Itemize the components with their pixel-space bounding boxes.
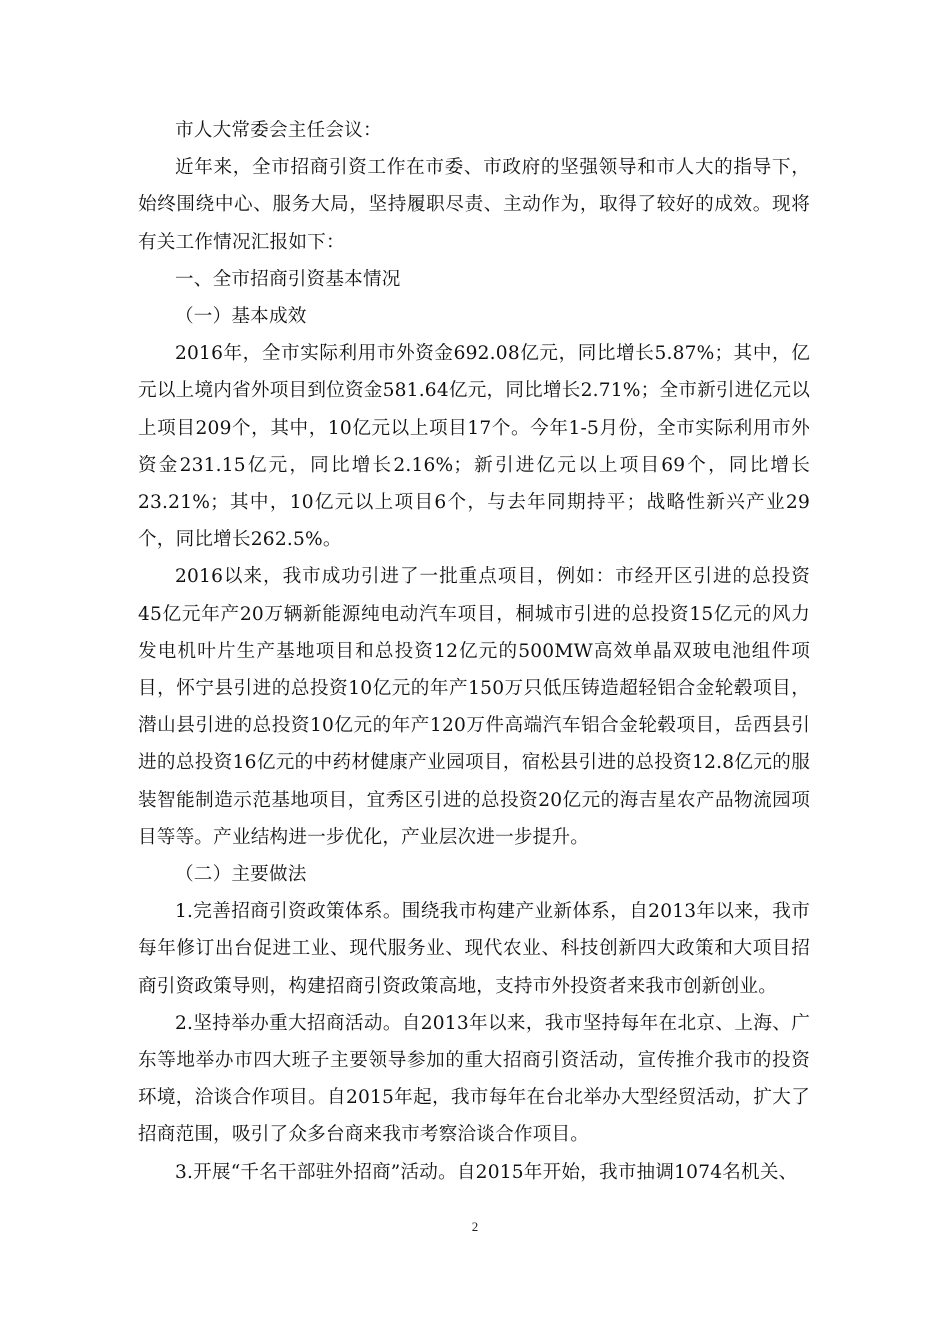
body-paragraph: 1.完善招商引资政策体系。围绕我市构建产业新体系，自2013年以来，我市每年修订出台促进工业、现代服务业、现代农业、科技创新四大政策和大项目招商引资政策导则，构建招商引资政策高地，支持市外投资者来我市创新创业。 xyxy=(138,901,810,997)
page-number: 2 xyxy=(471,1219,479,1234)
subsection-heading: （一）基本成效 xyxy=(175,306,307,328)
body-paragraph: 2.坚持举办重大招商活动。自2013年以来，我市坚持每年在北京、上海、广东等地举办市四大班子主要领导参加的重大招商引资活动，宣传推介我市的投资环境，洽谈合作项目。自2015年起，我市每年在台北举办大型经贸活动，扩大了招商范围，吸引了众多台商来我市考察洽谈合作项目。 xyxy=(138,1012,810,1146)
body-paragraph: 2016以来，我市成功引进了一批重点项目，例如：市经开区引进的总投资45亿元年产20万辆新能源纯电动汽车项目，桐城市引进的总投资15亿元的风力发电机叶片生产基地项目和总投资12亿元的500MW高效单晶双玻电池组件项目，怀宁县引进的总投资10亿元的年产150万只低压铸造超轻铝合金轮毂项目，潜山县引进的总投资10亿元的年产120万件高端汽车铝合金轮毂项目，岳西县引进的总投资16亿元的中药材健康产业园项目，宿松县引进的总投资12.8亿元的服装智能制造示范基地项目，宜秀区引进的总投资20亿元的海吉星农产品物流园项目等等。产业结构进一步优化，产业层次进一步提升。 xyxy=(138,566,810,848)
salutation: 市人大常委会主任会议： xyxy=(175,120,382,141)
document-body xyxy=(138,112,810,1191)
body-paragraph: 2016年，全市实际利用市外资金692.08亿元，同比增长5.87%；其中，亿元以上境内省外项目到位资金581.64亿元，同比增长2.71%；全市新引进亿元以上项目209个，其中，10亿元以上项目17个。今年1-5月份，全市实际利用市外资金231.15亿元，同比增长2.16%；新引进亿元以上项目69个，同比增长23.21%；其中，10亿元以上项目6个，与去年同期持平；战略性新兴产业29个，同比增长262.5%。 xyxy=(138,343,810,551)
intro-paragraph: 近年来，全市招商引资工作在市委、市政府的坚强领导和市人大的指导下，始终围绕中心、服务大局，坚持履职尽责、主动作为，取得了较好的成效。现将有关工作情况汇报如下： xyxy=(138,157,810,253)
section-heading: 一、全市招商引资基本情况 xyxy=(175,268,401,290)
subsection-heading: （二）主要做法 xyxy=(175,864,307,886)
body-paragraph: 3.开展“千名干部驻外招商”活动。自2015年开始，我市抽调1074名机关、 xyxy=(175,1161,798,1183)
